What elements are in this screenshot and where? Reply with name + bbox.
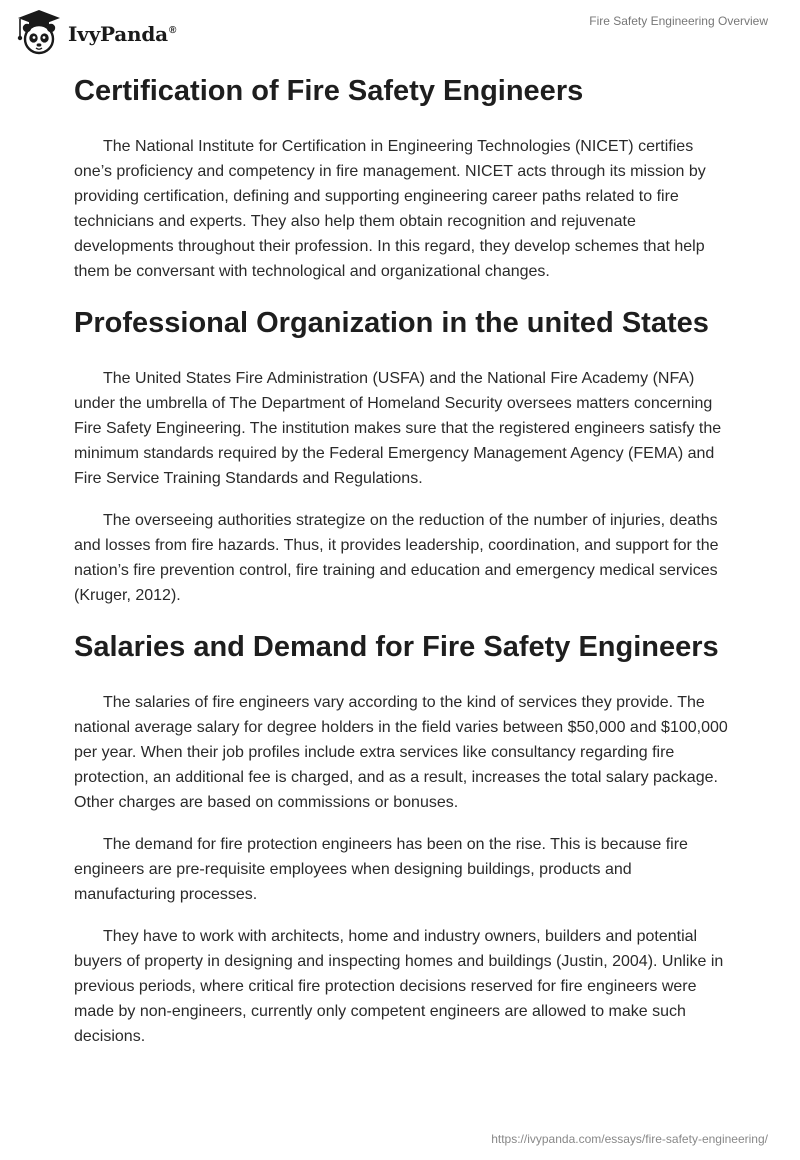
- paragraph: The National Institute for Certification in Engineering Technologies (NICET) certifies one’s proficiency and competency in fire management. NICET acts through its mission by providing certification, defining and supporting engineering career paths related to fire technicians and experts. They also help them obtain recognition and rejuvenate developments throughout their profession. In this regard, they develop schemes that help them be conversant with technological and organizational changes.: [74, 138, 706, 280]
- paragraph: The demand for fire protection engineers has been on the rise. This is because fire engineers are pre-requisite employees when designing buildings, products and manufacturing processes.: [74, 836, 688, 903]
- paragraph: The overseeing authorities strategize on the reduction of the number of injuries, deaths and losses from fire hazards. Thus, it provides leadership, coordination, and support for the nation’s fire prevention control, fire training and education and emergency medical services (Kruger, 2012).: [74, 512, 719, 604]
- document-title: Fire Safety Engineering Overview: [589, 14, 768, 28]
- paragraph: The salaries of fire engineers vary according to the kind of services they provide. The national average salary for degree holders in the field varies between $50,000 and $100,000 per year. When their job profiles include extra services like consultancy regarding fire protection, an additional fee is charged, and as a result, increases the total salary package. Other charges are based on commissions or bonuses.: [74, 694, 728, 811]
- section-heading-professional-organization: Professional Organization in the united States: [74, 307, 709, 339]
- page-header: [0, 0, 800, 60]
- section-heading-certification: Certification of Fire Safety Engineers: [74, 75, 584, 107]
- registered-mark: ®: [168, 25, 177, 37]
- paragraph: The United States Fire Administration (USFA) and the National Fire Academy (NFA) under the umbrella of The Department of Homeland Security oversees matters concerning Fire Safety Engineering. The institution makes sure that the registered engineers satisfy the minimum standards required by the Federal Emergency Management Agency (FEMA) and Fire Service Training Standards and Regulations.: [74, 370, 722, 487]
- ivypanda-logo[interactable]: [14, 8, 176, 56]
- source-url-link[interactable]: https://ivypanda.com/essays/fire-safety-engineering/: [491, 1132, 768, 1146]
- paragraph: They have to work with architects, home and industry owners, builders and potential buyers of property in designing and inspecting homes and buildings (Justin, 2004). Unlike in previous periods, where critical fire protection decisions reserved for fire engineers were made by non-engineers, currently only competent engineers are allowed to make such decisions.: [74, 928, 724, 1045]
- essay-content: [74, 70, 734, 1049]
- panda-graduate-icon: [14, 8, 64, 56]
- brand-name: IvyPanda®: [68, 22, 177, 46]
- section-heading-salaries-demand: Salaries and Demand for Fire Safety Engineers: [74, 631, 719, 663]
